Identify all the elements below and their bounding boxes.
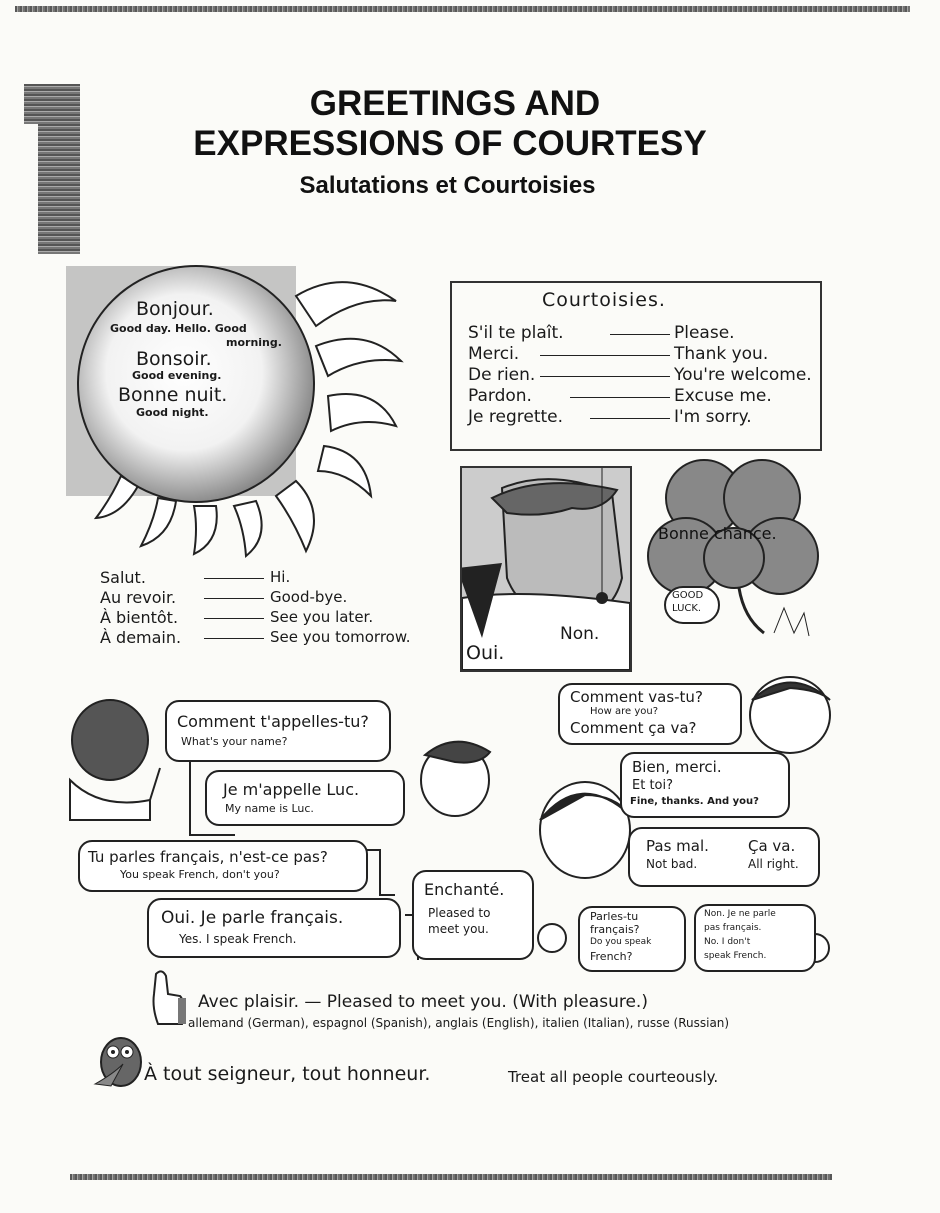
farewell-fr-2: À bientôt. [100, 608, 179, 627]
owl-icon [93, 1034, 143, 1090]
bottom-rule [70, 1174, 832, 1180]
b9-l1: Parles-tu [590, 910, 639, 923]
sun-bonjour: Bonjour. [136, 298, 214, 320]
b5-en2: meet you. [428, 922, 489, 936]
b1-fr: Comment t'appelles-tu? [177, 712, 369, 731]
courtesy-fr-4: Je regrette. [468, 407, 564, 427]
b6-fr2: Comment ça va? [570, 719, 697, 737]
courtesy-title: Courtoisies. [542, 289, 666, 311]
farewell-fr-3: À demain. [100, 628, 182, 647]
page-title-line2: EXPRESSIONS OF COURTESY [193, 124, 707, 163]
farewell-fr-1: Au revoir. [100, 588, 177, 607]
sun-bonsoir-en: Good evening. [132, 369, 222, 382]
bubble-enchante [412, 870, 534, 960]
page-title-line1: GREETINGS AND [309, 84, 601, 123]
courtesy-fr-3: Pardon. [468, 386, 532, 406]
courtesy-en-2: You're welcome. [674, 365, 812, 385]
proverb-en: Treat all people courteously. [508, 1068, 719, 1086]
courtesy-fr-1: Merci. [468, 344, 520, 364]
page-subtitle: Salutations et Courtoisies [299, 172, 596, 199]
b7-en: Fine, thanks. And you? [630, 796, 759, 807]
bubble-whats-your-name [165, 700, 391, 762]
bubble-no-i-dont-speak-french [694, 904, 816, 972]
courtesy-en-4: I'm sorry. [674, 407, 752, 427]
courtesy-en-1: Thank you. [674, 344, 769, 364]
b7-fr1: Bien, merci. [632, 758, 722, 776]
b8-en1: Not bad. [646, 857, 698, 871]
farewell-en-1: Good-bye. [270, 588, 348, 606]
b5-fr: Enchanté. [424, 880, 505, 899]
b8-en2: All right. [748, 857, 799, 871]
b4-en: Yes. I speak French. [179, 932, 297, 946]
good-luck-line2: LUCK. [672, 603, 702, 614]
b9-l2: français? [590, 923, 640, 936]
farewell-fr-0: Salut. [100, 568, 146, 587]
b9-l4: French? [590, 950, 633, 963]
b2-fr: Je m'appelle Luc. [223, 780, 360, 799]
sun-bonne-nuit: Bonne nuit. [118, 384, 228, 406]
farewell-en-3: See you tomorrow. [270, 628, 411, 646]
b5-en1: Pleased to [428, 906, 491, 920]
pointing-hand-icon [148, 968, 188, 1028]
courtesy-en-0: Please. [674, 323, 735, 343]
b10-l1: Non. Je ne parle [704, 909, 776, 919]
courtesy-fr-2: De rien. [468, 365, 536, 385]
b6-fr1: Comment vas-tu? [570, 688, 703, 706]
b8-fr2: Ça va. [748, 837, 796, 855]
no-label: Non. [560, 624, 600, 644]
proverb-fr: À tout seigneur, tout honneur. [144, 1063, 431, 1085]
b4-fr: Oui. Je parle français. [161, 908, 344, 928]
farewell-en-0: Hi. [270, 568, 291, 586]
courtesy-en-3: Excuse me. [674, 386, 772, 406]
sun-bonsoir: Bonsoir. [136, 348, 212, 370]
b2-en: My name is Luc. [225, 802, 314, 815]
bubble-i-speak-french [147, 898, 401, 958]
b7-fr2: Et toi? [632, 778, 674, 793]
courtesy-fr-0: S'il te plaît. [468, 323, 564, 343]
farewell-en-2: See you later. [270, 608, 374, 626]
b8-fr1: Pas mal. [646, 837, 709, 855]
bubble-not-bad [628, 827, 820, 887]
b3-fr: Tu parles français, n'est-ce pas? [88, 848, 328, 866]
b10-l2: pas français. [704, 923, 762, 933]
b6-en: How are you? [590, 706, 659, 717]
note-line1: Avec plaisir. — Pleased to meet you. (With pleasure.) [198, 992, 648, 1012]
yes-label: Oui. [466, 642, 505, 664]
bubble-my-name-is-luc [205, 770, 405, 826]
bubble-how-are-you [558, 683, 742, 745]
b9-l3: Do you speak [590, 937, 652, 947]
sun-bonjour-en: Good day. Hello. Good [110, 322, 247, 335]
bubble-fine-thanks [620, 752, 790, 818]
clover-text: Bonne chance. [658, 524, 777, 543]
bubble-you-speak-french [78, 840, 368, 892]
sun-morning-en: morning. [226, 336, 282, 349]
bubble-do-you-speak-french [578, 906, 686, 972]
b3-en: You speak French, don't you? [120, 868, 280, 881]
b10-l4: speak French. [704, 951, 767, 961]
b1-en: What's your name? [181, 735, 288, 748]
sun-bonne-nuit-en: Good night. [136, 406, 209, 419]
good-luck-line1: GOOD [672, 590, 704, 601]
note-line2: allemand (German), espagnol (Spanish), anglais (English), italien (Italian), russe (Russian) [188, 1016, 730, 1030]
b10-l3: No. I don't [704, 937, 751, 947]
